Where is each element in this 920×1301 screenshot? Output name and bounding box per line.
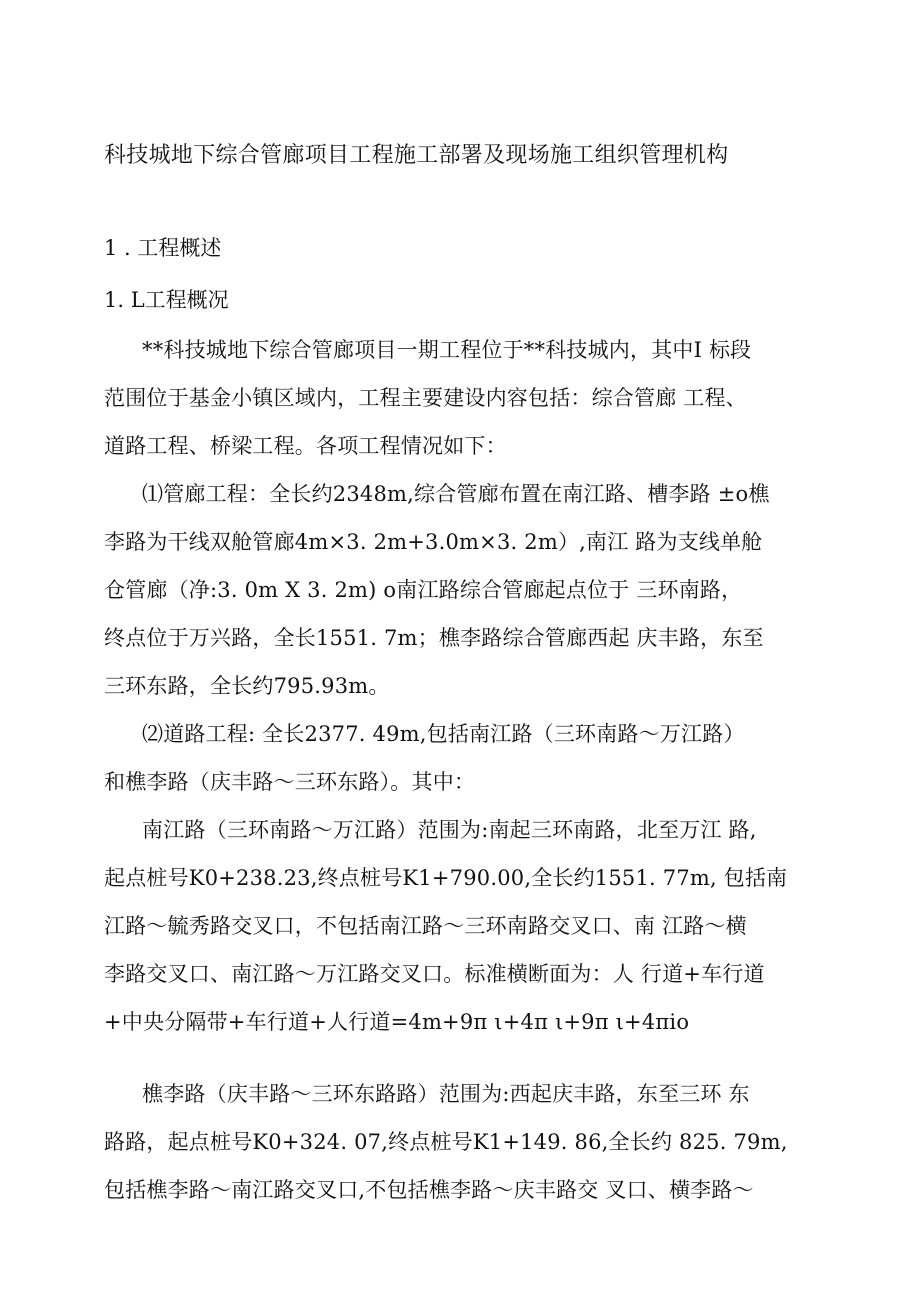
- body-line: 仓管廊（净:3. 0m X 3. 2m) o南江路综合管廊起点位于 三环南路，: [104, 578, 743, 602]
- body-line: 和樵李路（庆丰路～三环东路）。其中：: [104, 770, 476, 794]
- body-line: 樵李路（庆丰路～三环东路路）范围为:西起庆丰路，东至三环 东: [142, 1082, 750, 1106]
- body-line: 起点桩号K0+238.23,终点桩号K1+790.00,全长约1551. 77m, 包括南: [104, 866, 788, 890]
- body-line: **科技城地下综合管廊项目一期工程位于**科技城内，其中I 标段: [142, 338, 752, 362]
- body-line: 路路，起点桩号K0+324. 07,终点桩号K1+149. 86,全长约 825. 79m,: [104, 1130, 788, 1154]
- body-line: +中央分隔带+车行道+人行道=4m+9π ι+4π ι+9π ι+4πio: [104, 1010, 690, 1034]
- body-line: 李路交叉口、南江路～万江路交叉口。标准横断面为：人 行道+车行道: [104, 962, 765, 986]
- section-heading: 1 . 工程概述: [104, 236, 222, 260]
- body-line: 江路～毓秀路交叉口，不包括南江路～三环南路交叉口、南 江路～横: [104, 914, 747, 938]
- body-line: 三环东路，全长约795.93m。: [104, 674, 390, 698]
- body-line: 道路工程、桥梁工程。各项工程情况如下：: [104, 434, 507, 458]
- document-title: 科技城地下综合管廊项目工程施工部署及现场施工组织管理机构: [104, 143, 729, 168]
- body-line: 包括樵李路～南江路交叉口,不包括樵李路～庆丰路交 叉口、横李路～: [104, 1178, 754, 1202]
- subsection-heading: 1. L工程概况: [104, 288, 229, 312]
- body-line: ⑵道路工程: 全长2377. 49m,包括南江路（三环南路～万江路）: [142, 722, 745, 746]
- body-line: 范围位于基金小镇区域内，工程主要建设内容包括：综合管廊 工程、: [104, 386, 747, 410]
- body-line: 李路为干线双舱管廊4m×3. 2m+3.0m×3. 2m）,南江 路为支线单舱: [104, 530, 763, 554]
- body-line: 终点位于万兴路，全长1551. 7m；樵李路综合管廊西起 庆丰路，东至: [104, 626, 764, 650]
- body-line: 南江路（三环南路～万江路）范围为:南起三环南路，北至万江 路,: [142, 818, 757, 842]
- body-line: ⑴管廊工程：全长约2348m,综合管廊布置在南江路、槽李路 ±o樵: [142, 482, 770, 506]
